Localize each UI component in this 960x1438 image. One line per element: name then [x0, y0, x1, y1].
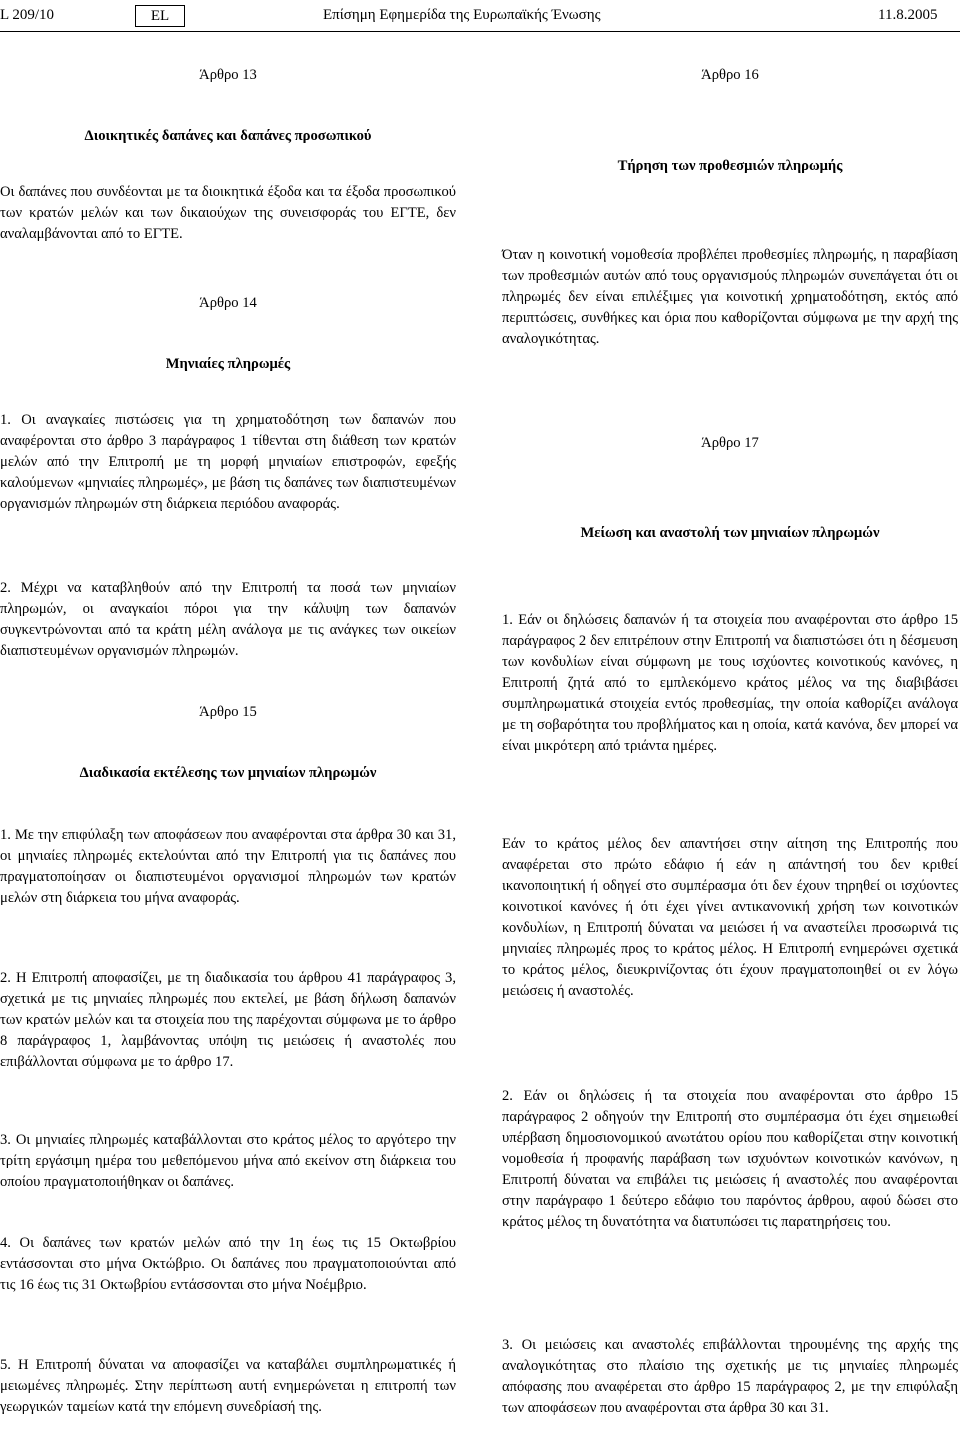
issue-date: 11.8.2005 — [878, 7, 938, 23]
article-16-text: Όταν η κοινοτική νομοθεσία προβλέπει προθεσμίες πληρωμής, η παραβίαση των προθεσμιών αυτών από τους οργανισμούς πληρωμών συνεπάγεται ότι οι πληρωμές δεν είναι επιλέξιμες για κοινοτική χρηματοδότηση, εκτός από περιπτώσεις, συνθήκες και όρια που καθορίζονται σύμφωνα με την αρχή της αναλογικότητας. — [502, 247, 958, 347]
article-13-number: Άρθρο 13 — [199, 67, 257, 83]
article-15-para-2: 2. Η Επιτροπή αποφασίζει, με τη διαδικασία του άρθρου 41 παράγραφος 3, σχετικά με τις μηνιαίες πληρωμές που εκτελεί, με βάση δήλωση δαπανών των κρατών μελών και τα στοιχεία που της παρέχονται σύμφωνα με το άρθρο 8 παράγραφος 1, λαμβάνοντας υπόψη τις μειώσεις ή αναστολές που επιβάλλονται σύμφωνα με το άρθρο 17. — [0, 970, 456, 1070]
article-13-title: Διοικητικές δαπάνες και δαπάνες προσωπικού — [84, 128, 372, 144]
article-17-para-1: 1. Εάν οι δηλώσεις δαπανών ή τα στοιχεία που αναφέρονται στο άρθρο 15 παράγραφος 2 δεν επιτρέπουν στην Επιτροπή να διαπιστώσει ότι η δέσμευση των κονδυλίων είναι σύμφωνη με τους ισχύοντες κοινοτικούς κανόνες, η Επιτροπή ζητά από το εμπλεκόμενο κράτος μέλος να της διαβιβάσει συμπληρωματικά στοιχεία εντός προθεσμίας, την οποία καθορίζει ανάλογα με τη σοβαρότητα του προβλήματος και η οποία, κατά κανόνα, δεν μπορεί να είναι μικρότερη από τριάντα ημέρες. — [502, 612, 958, 754]
language-box: EL — [135, 5, 185, 27]
article-17-para-2: 2. Εάν οι δηλώσεις ή τα στοιχεία που αναφέρονται στο άρθρο 15 παράγραφος 2 οδηγούν την Επιτροπή στο συμπέρασμα ότι έχει σημειωθεί υπέρβαση δημοσιονομικού ανωτάτου ορίου που καθορίζεται στην κοινοτική νομοθεσία ή προφανής παράβαση των ισχυόντων κοινοτικών κανόνων, η Επιτροπή δύναται να επιβάλει τις μειώσεις ή αναστολές που αναφέρονται στην παράγραφο 1 δεύτερο εδάφιο του παρόντος άρθρου, αφού δώσει στο κράτος μέλος τη δυνατότητα να διατυπώσει τις παρατηρήσεις του. — [502, 1088, 958, 1230]
series-number: L 209/10 — [0, 7, 55, 23]
article-17-para-3: 3. Οι μειώσεις και αναστολές επιβάλλονται τηρουμένης της αρχής της αναλογικότητας στο πλαίσιο της σχετικής με τις μηνιαίες πληρωμές απόφασης που αναφέρεται στο άρθρο 15 παράγραφος 2, με την επιφύλαξη των αποφάσεων που αναφέρονται στα άρθρα 30 και 31. — [502, 1337, 958, 1416]
article-17-title: Μείωση και αναστολή των μηνιαίων πληρωμών — [580, 525, 880, 541]
article-14-title: Μηνιαίες πληρωμές — [165, 356, 291, 372]
article-14-para-1: 1. Οι αναγκαίες πιστώσεις για τη χρηματοδότηση των δαπανών που αναφέρονται στο άρθρο 3 παράγραφος 1 τίθενται στη διάθεση των κρατών μελών από την Επιτροπή με τη μορφή μηνιαίων επιστροφών, εφεξής καλούμενων «μηνιαίες πληρωμές», με βάση τις δαπάνες των διαπιστευμένων οργανισμών πληρωμών στη διάρκεια περιόδου αναφοράς. — [0, 412, 456, 512]
article-15-para-3: 3. Οι μηνιαίες πληρωμές καταβάλλονται στο κράτος μέλος το αργότερο την τρίτη εργάσιμη ημέρα του μεθεπόμενου μήνα από εκείνον στη διάρκεια του οποίου πραγματοποιήθηκαν οι δαπάνες. — [0, 1132, 456, 1190]
article-14-number: Άρθρο 14 — [199, 295, 257, 311]
article-15-para-5: 5. Η Επιτροπή δύναται να αποφασίζει να καταβάλει συμπληρωματικές ή μειωμένες πληρωμές. Στην περίπτωση αυτή ενημερώνεται η επιτροπή των γεωργικών ταμείων κατά την επόμενη συνεδρίασή της. — [0, 1357, 456, 1415]
article-14-para-2: 2. Μέχρι να καταβληθούν από την Επιτροπή τα ποσά των μηνιαίων πληρωμών, οι αναγκαίοι πόροι για την κάλυψη των δαπανών συγκεντρώνονται από τα κράτη μέλη ανάλογα με τις ανάγκες των οικείων διαπιστευμένων οργανισμών πληρωμών. — [0, 580, 456, 659]
article-15-number: Άρθρο 15 — [199, 704, 257, 720]
article-17-para-1-subpara-2: Εάν το κράτος μέλος δεν απαντήσει στην αίτηση της Επιτροπής που αναφέρεται στο πρώτο εδάφιο ή εάν η απάντησή του δεν κριθεί ικανοποιητική ή οδηγεί στο συμπέρασμα ότι δεν έχουν τηρηθεί οι ισχύοντες κοινοτικοί κανόνες ή ότι έχει γίνει αντικανονική χρήση των κοινοτικών κονδυλίων, η Επιτροπή δύναται να μειώσει ή να αναστείλει προσωρινά τις μηνιαίες πληρωμές προς το κράτος μέλος. Η Επιτροπή ενημερώνει σχετικά το κράτος μέλος, διευκρινίζοντας ότι έχουν πραγματοποιηθεί οι εν λόγω μειώσεις ή αναστολές. — [502, 836, 958, 999]
page-header — [0, 5, 960, 27]
article-16-title: Τήρηση των προθεσμιών πληρωμής — [617, 158, 843, 174]
article-17-number: Άρθρο 17 — [701, 435, 759, 451]
journal-title: Επίσημη Εφημερίδα της Ευρωπαϊκής Ένωσης — [323, 7, 601, 23]
article-15-para-1: 1. Με την επιφύλαξη των αποφάσεων που αναφέρονται στα άρθρα 30 και 31, οι μηνιαίες πληρωμές εκτελούνται από την Επιτροπή για τις δαπάνες που πραγματοποίησαν οι διαπιστευμένοι οργανισμοί πληρωμών των κρατών μελών στη διάρκεια του μήνα αναφοράς. — [0, 827, 456, 906]
article-13-text: Οι δαπάνες που συνδέονται με τα διοικητικά έξοδα και τα έξοδα προσωπικού των κρατών μελών και των δικαιούχων της συνεισφοράς του ΕΓΤΕ, δεν αναλαμβάνονται από το ΕΓΤΕ. — [0, 184, 456, 242]
article-16-number: Άρθρο 16 — [701, 67, 759, 83]
header-rule — [0, 31, 960, 32]
article-15-title: Διαδικασία εκτέλεσης των μηνιαίων πληρωμών — [79, 765, 377, 781]
article-15-para-4: 4. Οι δαπάνες των κρατών μελών από την 1η έως τις 15 Οκτωβρίου εντάσσονται στο μήνα Οκτώβριο. Οι δαπάνες που πραγματοποιούνται από τις 16 έως τις 31 Οκτωβρίου εντάσσονται στο μήνα Νοέμβριο. — [0, 1235, 456, 1293]
